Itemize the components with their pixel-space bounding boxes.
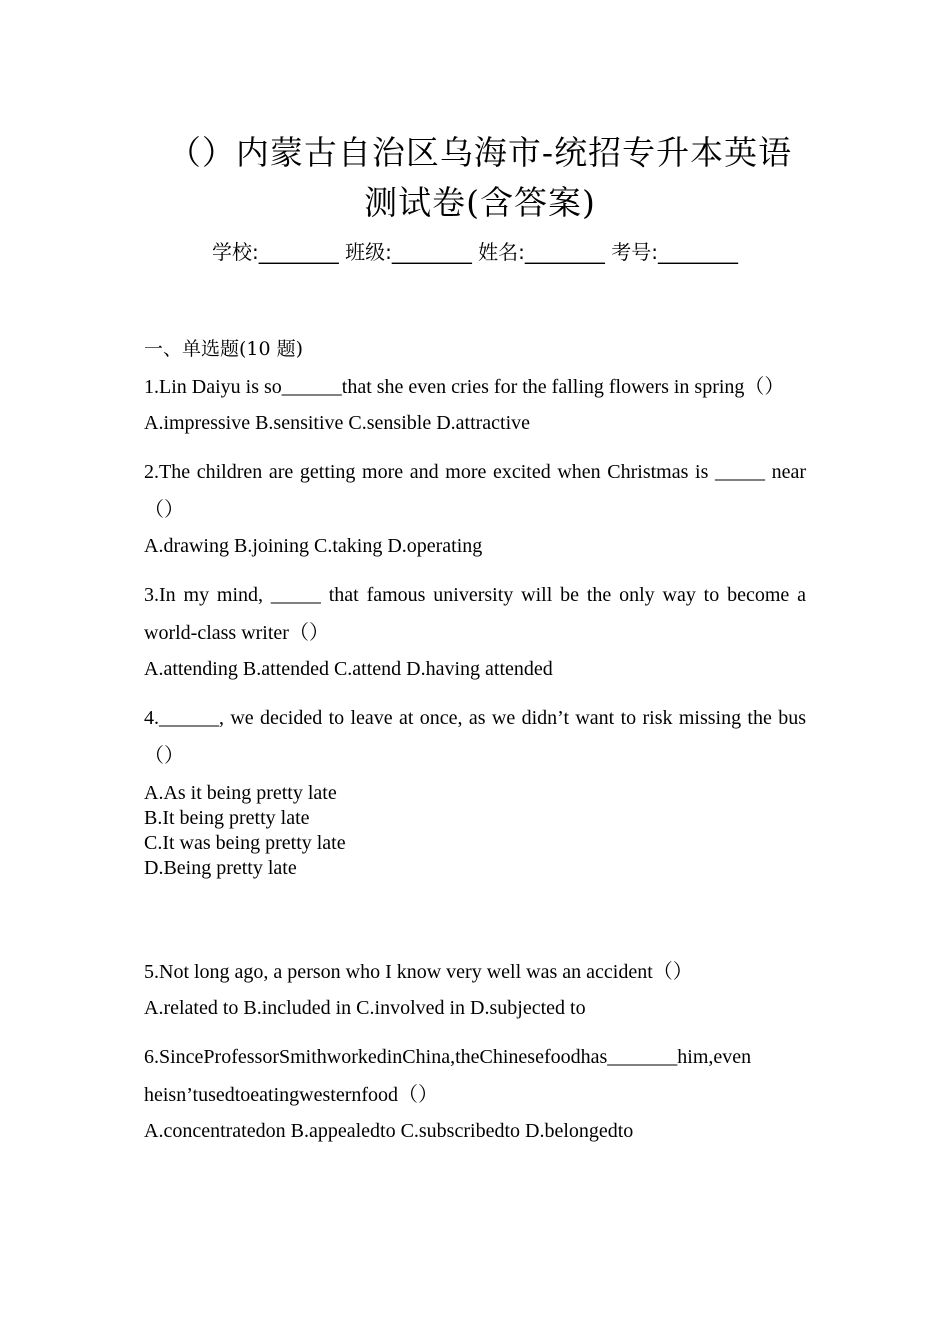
question-2-stem: 2.The children are getting more and more excited when Christmas is _____ near（） bbox=[144, 461, 806, 521]
question-4-options bbox=[144, 775, 806, 881]
question-4-option-b: B.It being pretty late bbox=[144, 807, 310, 829]
question-5-options: A.related to B.included in C.involved in D.subjected to bbox=[144, 997, 586, 1019]
question-1-options: A.impressive B.sensitive C.sensible D.attractive bbox=[144, 412, 531, 434]
question-4-option-c: C.It was being pretty late bbox=[144, 832, 346, 854]
question-5-stem: 5.Not long ago, a person who I know very well was an accident（） bbox=[144, 961, 693, 983]
title-line-1: （）内蒙古自治区乌海市-统招专升本英语 bbox=[167, 133, 793, 172]
question-3-stem: 3.In my mind, _____ that famous university will be the only way to become a world-class writer（） bbox=[144, 584, 806, 644]
document-title bbox=[150, 128, 810, 228]
question-2-options: A.drawing B.joining C.taking D.operating bbox=[144, 535, 483, 557]
student-info-line: 学校:________ 班级:________ 姓名:________ 考号:________ bbox=[211, 240, 739, 264]
question-1-stem: 1.Lin Daiyu is so______that she even cries for the falling flowers in spring（） bbox=[144, 376, 785, 398]
question-4-option-a: A.As it being pretty late bbox=[144, 782, 337, 804]
question-section bbox=[144, 334, 806, 1161]
title-line-2: 测试卷(含答案) bbox=[364, 183, 596, 222]
question-3-options: A.attending B.attended C.attend D.having attended bbox=[144, 658, 553, 680]
section-heading: 一、单选题(10 题) bbox=[144, 338, 304, 360]
question-6-options: A.concentratedon B.appealedto C.subscribedto D.belongedto bbox=[144, 1120, 634, 1142]
question-6-stem: 6.SinceProfessorSmithworkedinChina,theChinesefoodhas_______him,even heisn’tusedtoeatingwesternfood（） bbox=[144, 1046, 752, 1106]
question-4-stem: 4.______, we decided to leave at once, as we didn’t want to risk missing the bus（） bbox=[144, 707, 806, 767]
question-4-option-d: D.Being pretty late bbox=[144, 857, 297, 879]
